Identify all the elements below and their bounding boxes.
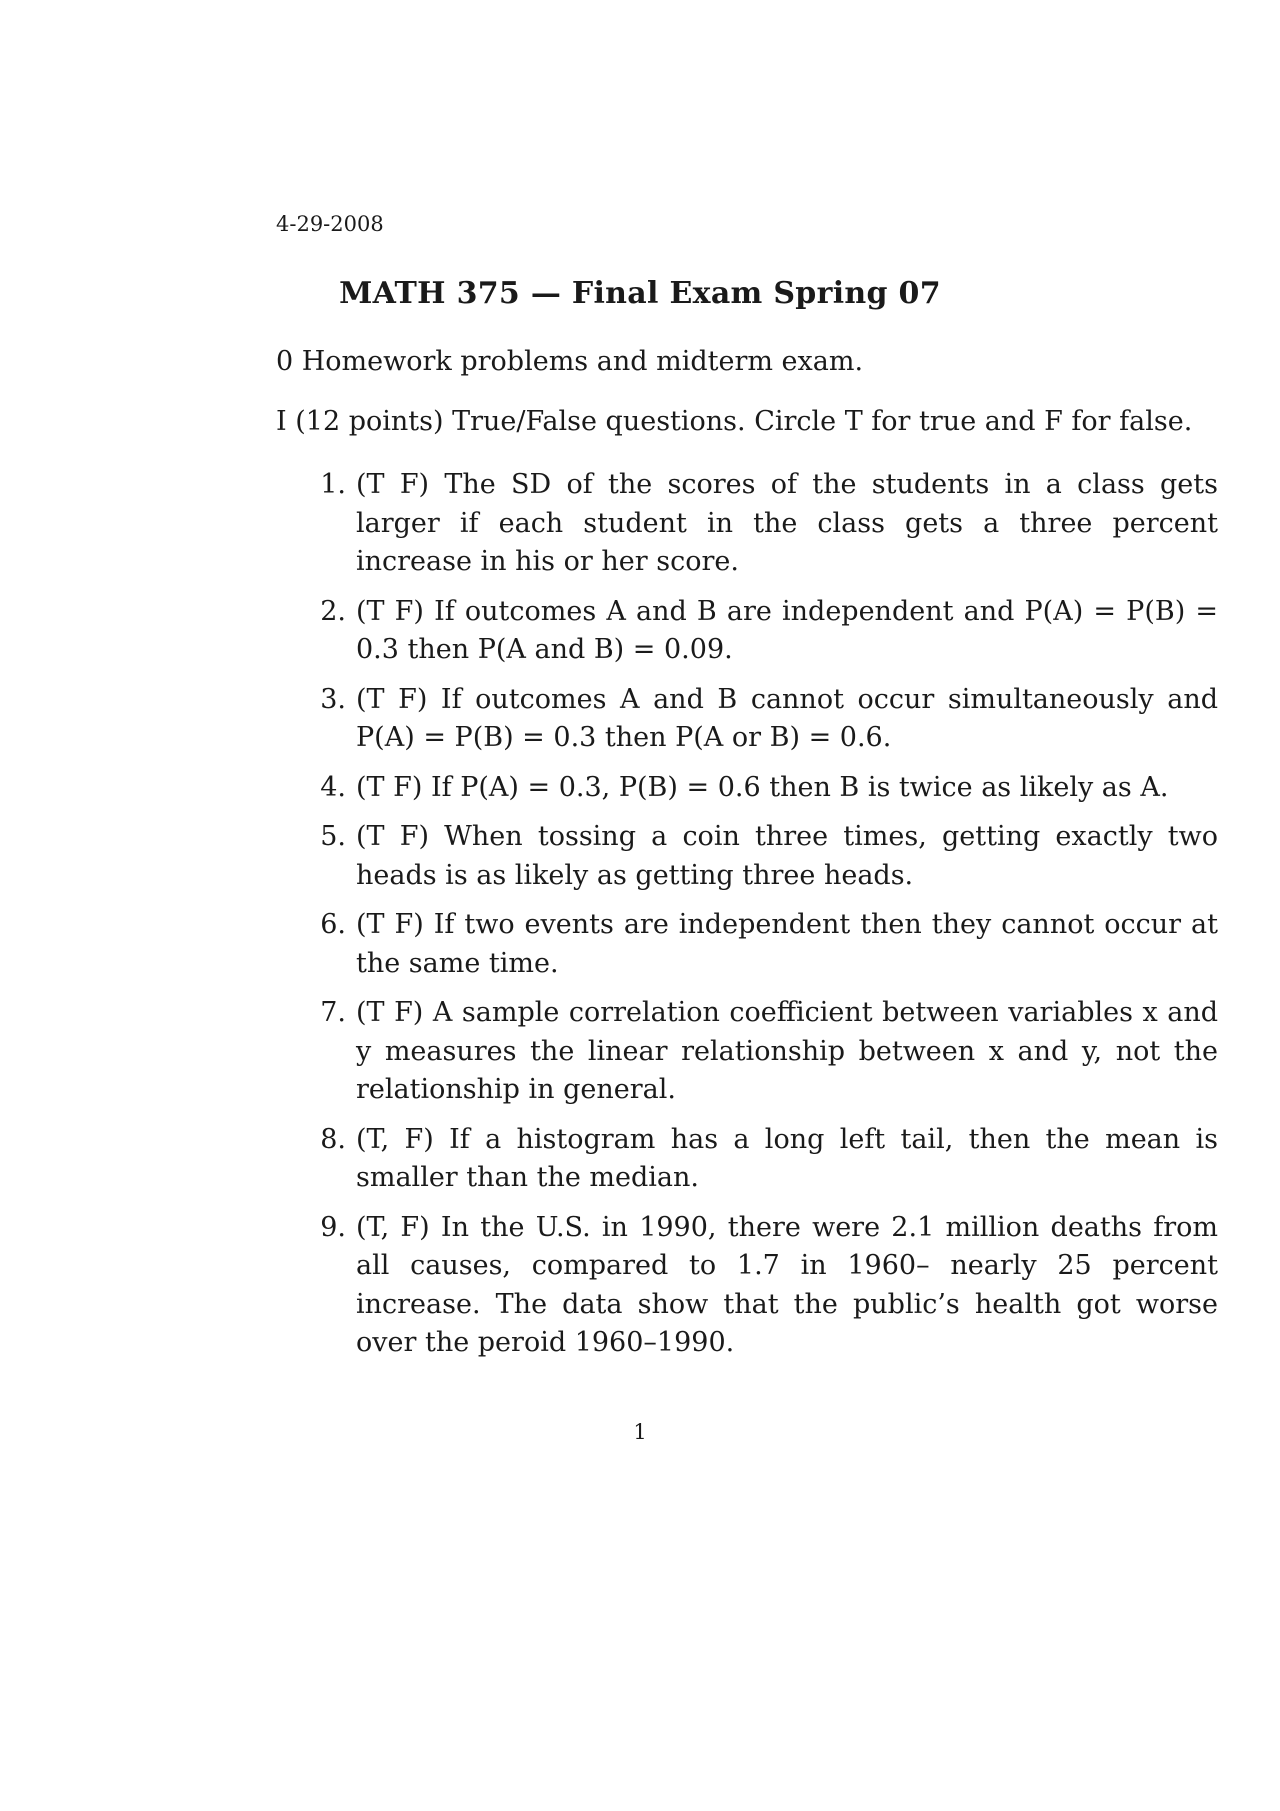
question-item [318,994,1218,1110]
question-text: (T F) If P(A) = 0.3, P(B) = 0.6 then B is twice as likely as A. [356,771,1169,803]
question-text: (T F) If outcomes A and B are independent and P(A) = P(B) = 0.3 then P(A and B) = 0.09. [356,595,1218,665]
exam-date: 4-29-2008 [276,212,384,236]
question-number: 5. [320,821,346,852]
question-text: (T F) When tossing a coin three times, getting exactly two heads is as likely as getting three heads. [356,821,1218,891]
page-number: 1 [633,1420,647,1444]
question-item [318,593,1218,670]
question-number: 1. [320,469,346,500]
question-number: 3. [320,683,346,715]
question-item [318,818,1218,895]
question-item [318,906,1218,983]
question-text: (T F) The SD of the scores of the students in a class gets larger if each student in the class gets a three percent increase in his or her score. [356,469,1218,577]
question-list [318,466,1218,1374]
question-text: (T, F) In the U.S. in 1990, there were 2.1 million deaths from all causes, compared to 1.7 in 1960– nearly 25 percent increase. The data show that the public’s health got worse over the peroid 1960–1990. [356,1211,1218,1358]
question-text: (T F) A sample correlation coefficient between variables x and y measures the linear relationship between x and y, not the relationship in general. [356,997,1218,1105]
question-text: (T F) If two events are independent then they cannot occur at the same time. [356,909,1218,979]
section-0-text: 0 Homework problems and midterm exam. [276,346,864,377]
question-item [318,681,1218,758]
question-number: 4. [320,771,346,803]
question-number: 2. [320,595,346,627]
section-1-text: I (12 points) True/False questions. Circle T for true and F for false. [276,406,1193,437]
question-item [318,769,1218,808]
question-number: 7. [320,997,346,1028]
question-number: 9. [320,1211,346,1243]
question-text: (T, F) If a histogram has a long left tail, then the mean is smaller than the median. [356,1123,1218,1193]
question-text: (T F) If outcomes A and B cannot occur simultaneously and P(A) = P(B) = 0.3 then P(A or B) = 0.6. [356,683,1218,753]
question-item [318,1121,1218,1198]
exam-title: MATH 375 — Final Exam Spring 07 [339,276,941,311]
question-item [318,1209,1218,1363]
question-item [318,466,1218,582]
question-number: 6. [320,909,346,940]
question-number: 8. [320,1123,346,1155]
